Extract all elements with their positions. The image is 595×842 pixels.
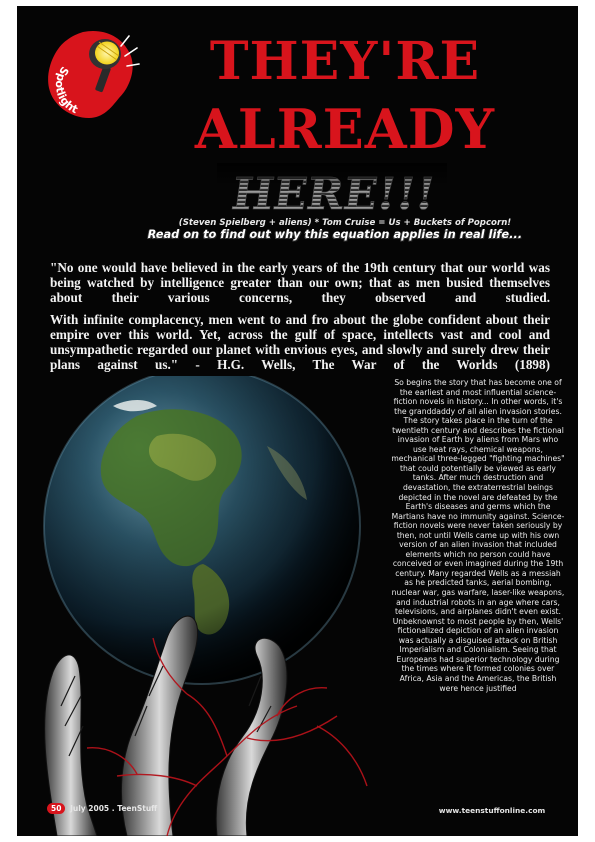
title-line-2: ALREADY bbox=[194, 97, 496, 161]
article-body-text: So begins the story that has become one of the earliest and most influential science-fiction novels in history... In other words, it's the granddaddy of all alien invasion stories. The story takes place in the turn of the twentieth century and describes the fictional invasion of Earth by aliens from Mars who use heat rays, chemical weapons, mechanical three-legged "fighting machines" that could potentially be viewed as early tanks. After much destruction and devastation, the extraterrestrial beings depicted in the novel are defeated by the Earth's diseases and germs which the Martians have no immunity against. Science-fiction novels were never taken seriously by then, not until Wells came up with his own version of an alien invasion that included elements which no person could have conceived or even imagined during the 19th century. Many regarded Wells as a messiah as he predicted tanks, aerial bombing, nuclear war, gas warfare, laser-like weapons, and industrial robots in an age where cars, televisions, and airplanes didn't even exist. Unbeknownst to most people by then, Wells' fictionalized depiction of an alien invasion was actually a disguised attack on British Imperialism and Colonialism. Seeing that Europeans had superior technology during the times where it formed colonies over Africa, Asia and the Americas, the British were hence justified bbox=[391, 378, 565, 693]
magazine-page bbox=[17, 6, 578, 836]
title-line-3 bbox=[217, 163, 447, 215]
badge-label: Spotlight bbox=[52, 64, 80, 117]
title-line-1: THEY'RE bbox=[209, 31, 481, 92]
earth-globe-image bbox=[44, 376, 360, 684]
earth-alien-illustration bbox=[17, 376, 437, 836]
subtitle-equation: (Steven Spielberg + aliens) * Tom Cruise = Us + Buckets of Popcorn! bbox=[178, 218, 512, 228]
subtitle-teaser: Read on to find out why this equation applies in real life... bbox=[147, 228, 523, 241]
quote-paragraph-2: With infinite complacency, men went to and fro about the globe confident about their empire over this world. Yet, across the gulf of space, intellects vast and cool and unsympathetic regarded our planet with envious eyes, and slowly and surely drew their plans against us." - H.G. Wells, The War of the Worlds (1898) bbox=[50, 312, 550, 372]
quote-paragraph-1: "No one would have believed in the early years of the 19th century that our world was being watched by intelligence greater than our own; that as men busied themselves about their various concerns, they observed and studied. bbox=[50, 260, 550, 305]
spotlight-badge bbox=[41, 26, 141, 126]
magazine-name: TeenStuff bbox=[117, 804, 158, 813]
website-url[interactable]: www.teenstuffonline.com bbox=[438, 806, 546, 815]
issue-date: July 2005 bbox=[70, 804, 110, 813]
page-number: 50 bbox=[47, 803, 65, 814]
page-footer-left: 50 July 2005 . TeenStuff bbox=[47, 803, 157, 814]
